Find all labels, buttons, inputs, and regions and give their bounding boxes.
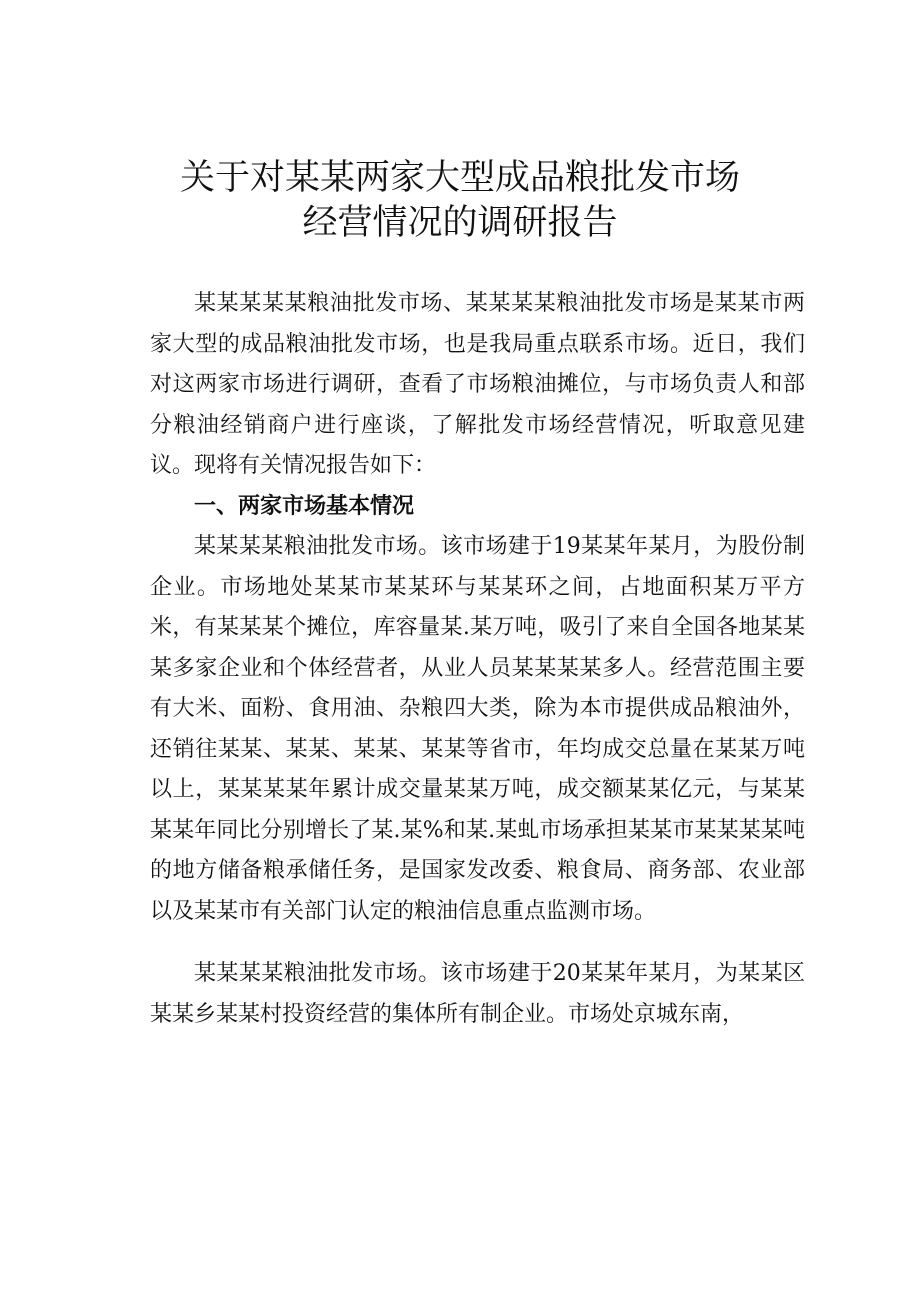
section1-paragraph-2: 某某某某粮油批发市场。该市场建于20某某年某月，为某某区某某乡某某村投资经营的集体所有制企业。市场处京城东南， xyxy=(150,961,805,1027)
paragraph-gap xyxy=(150,932,805,954)
document-body xyxy=(150,284,805,1035)
section-heading-1: 一、两家市场基本情况 xyxy=(194,493,415,519)
section1-paragraph-1: 某某某某粮油批发市场。该市场建于19某某年某月，为股份制企业。市场地处某某市某某环与某某环之间，占地面积某万平方米，有某某某个摊位，库容量某.某万吨，吸引了来自全国各地某某某多家企业和个体经营者，从业人员某某某某多人。经营范围主要有大米、面粉、食用油、杂粮四大类，除为本市提供成品粮油外，还销往某某、某某、某某、某某等省市，年均成交总量在某某万吨以上，某某某某年累计成交量某某万吨，成交额某某亿元，与某某某某年同比分别增长了某.某%和某.某虬市场承担某某市某某某某吨的地方储备粮承储任务，是国家发改委、粮食局、商务部、农业部以及某某市有关部门认定的粮油信息重点监测市场。 xyxy=(150,534,805,924)
document-title-line2: 经营情况的调研报告 xyxy=(302,203,618,243)
intro-paragraph: 某某某某某粮油批发市场、某某某某粮油批发市场是某某市两家大型的成品粮油批发市场，也是我局重点联系市场。近日，我们对这两家市场进行调研，查看了市场粮油摊位，与市场负责人和部分粮油经销商户进行座谈，了解批发市场经营情况，听取意见建议。现将有关情况报告如下： xyxy=(150,291,805,478)
document-title-line1: 关于对某某两家大型成品粮批发市场 xyxy=(179,158,740,198)
